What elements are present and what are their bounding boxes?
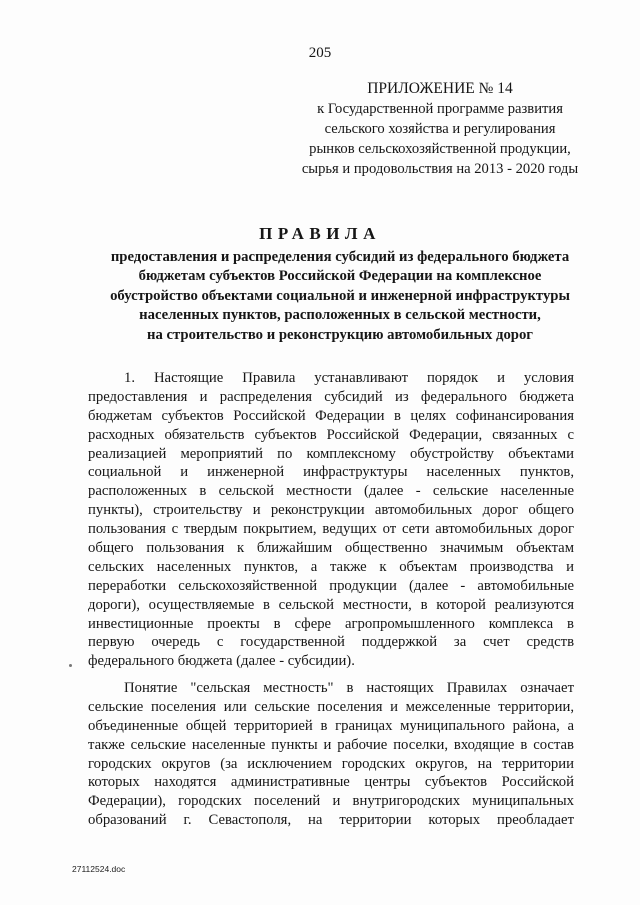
text-line: 1. Настоящие Правила устанавливают порядок и условия <box>124 370 574 386</box>
text-line: реализацией мероприятий по комплексному обустройству объектами <box>88 445 574 462</box>
appendix-line: к Государственной программе развития <box>317 101 563 117</box>
appendix-line: сырья и продовольствия на 2013 - 2020 годы <box>301 161 579 177</box>
text-line: инвестиционные проекты в сфере агропромышленного комплекса в <box>88 615 574 632</box>
text-line: расположенных в сельской местности (далее - сельские населенные <box>88 483 574 500</box>
paragraph-1 <box>88 369 574 671</box>
text-line: пользования с твердым покрытием, ведущих от сети автомобильных дорог <box>88 521 574 538</box>
text-line: расходных обязательств субъектов Российской Федерации, связанных с <box>88 426 574 443</box>
rules-subtitle-line: бюджетам субъектов Российской Федерации на комплексное <box>138 268 542 285</box>
text-line: которых находятся административные центры субъектов Российской <box>88 774 574 791</box>
rules-subtitle-line: на строительство и реконструкцию автомобильных дорог <box>147 326 533 343</box>
rules-subtitle-line: обустройство объектами социальной и инженерной инфраструктуры <box>110 287 570 304</box>
appendix-line: сельского хозяйства и регулирования <box>324 121 556 137</box>
text-line: сельских населенных пунктов, а также к объектам производства и <box>88 558 574 575</box>
paragraph-2 <box>88 679 574 830</box>
text-line: бюджетам субъектов Российской Федерации в целях софинансирования <box>88 407 574 424</box>
rules-subtitle <box>60 248 620 345</box>
appendix-header <box>290 79 590 179</box>
text-line: Федерации), городских поселений и внутригородских муниципальных <box>88 793 574 810</box>
appendix-line: рынков сельскохозяйственной продукции, <box>309 141 571 157</box>
text-line: федерального бюджета (далее - субсидии). <box>88 653 355 670</box>
text-line: городских округов (за исключением городских округов, на территории <box>88 755 574 772</box>
text-line: также сельские населенные пункты и рабочие поселки, входящие в состав <box>88 736 574 753</box>
text-line: первую очередь с государственной поддержкой за счет средств <box>88 634 574 651</box>
text-line: общего пользования к ближайшим общественно значимым объектам <box>88 540 574 557</box>
scan-speck <box>69 664 72 667</box>
text-line: переработки сельскохозяйственной продукции (далее - автомобильные <box>88 577 574 594</box>
text-line: пункты), строительству и реконструкции автомобильных дорог общего <box>88 502 574 519</box>
text-line: Понятие "сельская местность" в настоящих Правилах означает <box>124 680 574 696</box>
file-code: 27112524.doc <box>72 864 126 874</box>
text-line: образований г. Севастополя, на территории которых преобладает <box>88 812 574 829</box>
appendix-title: ПРИЛОЖЕНИЕ № 14 <box>367 80 513 97</box>
text-line: объединенные общей территорией в границах муниципального района, а <box>88 717 574 734</box>
rules-title: ПРАВИЛА <box>259 224 381 243</box>
text-line: дороги), осуществляемые в сельской местности, в которой реализуются <box>88 596 574 613</box>
page-number: 205 <box>308 45 332 61</box>
text-line: предоставления и распределения субсидий из федерального бюджета <box>88 388 574 405</box>
text-line: сельские поселения или сельские поселения и межселенные территории, <box>88 698 574 715</box>
rules-subtitle-line: предоставления и распределения субсидий из федерального бюджета <box>110 249 570 265</box>
text-line: социальной и инженерной инфраструктуры населенных пунктов, <box>88 464 574 481</box>
rules-subtitle-line: населенных пунктов, расположенных в сельской местности, <box>139 307 541 324</box>
